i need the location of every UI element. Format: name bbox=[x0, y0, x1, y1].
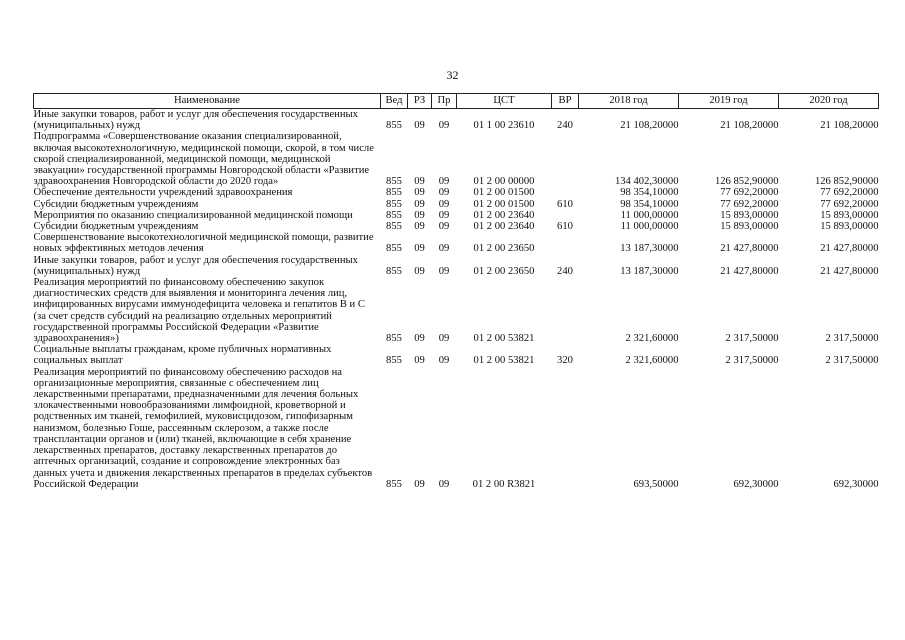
row-rz: 09 bbox=[414, 355, 425, 367]
row-rz: 09 bbox=[414, 333, 425, 345]
row-cst: 01 2 00 23650 bbox=[473, 243, 535, 255]
page-number: 32 bbox=[446, 68, 459, 82]
row-cst: 01 2 00 53821 bbox=[473, 355, 535, 367]
row-amount-2020: 2 317,50000 bbox=[825, 333, 879, 345]
row-amount-2019: 21 427,80000 bbox=[720, 243, 779, 255]
row-rz: 09 bbox=[414, 265, 425, 277]
row-pr: 09 bbox=[438, 221, 450, 233]
header-2020: 2020 год bbox=[779, 94, 879, 109]
table-row bbox=[34, 344, 879, 366]
row-name: Обеспечение деятельности учреждений здравоохранения bbox=[33, 187, 293, 199]
row-cst: 01 1 00 23610 bbox=[473, 120, 535, 132]
table-row bbox=[34, 199, 879, 210]
table-row bbox=[34, 109, 879, 132]
table-body bbox=[34, 109, 879, 490]
header-2018: 2018 год bbox=[579, 94, 679, 109]
row-pr: 09 bbox=[438, 187, 450, 199]
row-rz: 09 bbox=[414, 221, 425, 233]
row-amount-2019: 21 427,80000 bbox=[720, 265, 779, 277]
header-name: Наименование bbox=[34, 94, 381, 109]
row-amount-2020: 77 692,20000 bbox=[820, 198, 879, 210]
row-ved: 855 bbox=[386, 176, 402, 188]
budget-table bbox=[33, 93, 879, 490]
row-ved: 855 bbox=[386, 478, 402, 490]
row-name: Подпрограмма «Совершенствование оказания специализированной, включая высокотехнологичную, медицинской помощи, скорой, в том числе скорой специализированной, медицинской помощи, медицинской эвакуации» государственной программы Новгородской области «Развитие здравоохранения Новгородской области до 2020 года» bbox=[33, 131, 374, 188]
row-rz: 09 bbox=[414, 243, 425, 255]
row-ved: 855 bbox=[386, 243, 402, 255]
header-2019: 2019 год bbox=[679, 94, 779, 109]
row-amount-2018: 134 402,30000 bbox=[614, 176, 679, 188]
row-amount-2020: 21 427,80000 bbox=[820, 243, 879, 255]
row-amount-2019: 2 317,50000 bbox=[725, 333, 779, 345]
row-name: Субсидии бюджетным учреждениям bbox=[33, 198, 199, 210]
table-row bbox=[34, 255, 879, 277]
header-vr: ВР bbox=[552, 94, 579, 109]
row-rz: 09 bbox=[414, 187, 425, 199]
header-cst: ЦСТ bbox=[457, 94, 552, 109]
row-name: Мероприятия по оказанию специализированной медицинской помощи bbox=[33, 209, 353, 221]
row-cst: 01 2 00 53821 bbox=[473, 333, 535, 345]
table-header-row bbox=[34, 94, 879, 109]
row-amount-2018: 13 187,30000 bbox=[620, 243, 679, 255]
row-name: Иные закупки товаров, работ и услуг для обеспечения государственных (муниципальных) нужд bbox=[33, 254, 358, 277]
row-cst: 01 2 00 00000 bbox=[473, 176, 535, 188]
row-amount-2018: 98 354,10000 bbox=[620, 187, 679, 199]
row-rz: 09 bbox=[414, 209, 425, 221]
header-pr: Пр bbox=[432, 94, 457, 109]
row-amount-2019: 2 317,50000 bbox=[725, 355, 779, 367]
row-amount-2019: 15 893,00000 bbox=[720, 221, 779, 233]
row-cst: 01 2 00 R3821 bbox=[472, 478, 536, 490]
row-cst: 01 2 00 23650 bbox=[473, 265, 535, 277]
row-cst: 01 2 00 01500 bbox=[473, 187, 535, 199]
table-row bbox=[34, 210, 879, 221]
row-ved: 855 bbox=[386, 198, 402, 210]
row-name: Реализация мероприятий по финансовому обеспечению закупок диагностических средств для выявления и мониторинга лечения лиц, инфицированных вирусами иммунодефицита человека и гепатитов В и С (за счет средств субсидий на реализацию отдельных мероприятий государственной программы Российской Федерации «Развитие здравоохранения») bbox=[33, 277, 365, 345]
row-amount-2019: 15 893,00000 bbox=[720, 209, 779, 221]
row-pr: 09 bbox=[438, 120, 450, 132]
row-amount-2018: 13 187,30000 bbox=[620, 265, 679, 277]
row-vr: 320 bbox=[557, 355, 573, 367]
row-amount-2019: 77 692,20000 bbox=[720, 187, 779, 199]
row-vr: 610 bbox=[557, 221, 573, 233]
row-vr bbox=[552, 210, 579, 221]
row-amount-2018: 98 354,10000 bbox=[620, 198, 679, 210]
row-amount-2018: 11 000,00000 bbox=[620, 209, 679, 221]
row-vr bbox=[552, 232, 579, 254]
row-amount-2018: 11 000,00000 bbox=[620, 221, 679, 233]
row-amount-2020: 15 893,00000 bbox=[820, 209, 879, 221]
table-row bbox=[34, 232, 879, 254]
row-cst: 01 2 00 23640 bbox=[473, 221, 535, 233]
table-row bbox=[34, 131, 879, 187]
row-pr: 09 bbox=[438, 198, 450, 210]
row-pr: 09 bbox=[438, 333, 450, 345]
row-ved: 855 bbox=[386, 265, 402, 277]
row-amount-2020: 15 893,00000 bbox=[820, 221, 879, 233]
row-vr: 610 bbox=[557, 198, 573, 210]
row-ved: 855 bbox=[386, 333, 402, 345]
row-vr bbox=[552, 367, 579, 490]
row-amount-2019: 21 108,20000 bbox=[720, 120, 779, 132]
row-amount-2020: 21 108,20000 bbox=[820, 120, 879, 132]
table-row bbox=[34, 221, 879, 232]
row-cst: 01 2 00 23640 bbox=[473, 209, 535, 221]
row-amount-2020: 21 427,80000 bbox=[820, 265, 879, 277]
row-name: Совершенствование высокотехнологичной медицинской помощи, развитие новых эффективных методов лечения bbox=[33, 232, 374, 255]
row-vr bbox=[552, 187, 579, 198]
table-row bbox=[34, 277, 879, 344]
row-vr bbox=[552, 131, 579, 187]
row-rz: 09 bbox=[414, 120, 425, 132]
row-pr: 09 bbox=[438, 243, 450, 255]
row-ved: 855 bbox=[386, 120, 402, 132]
row-amount-2020: 692,30000 bbox=[833, 478, 879, 490]
row-name: Иные закупки товаров, работ и услуг для обеспечения государственных (муниципальных) нужд bbox=[33, 109, 358, 132]
row-ved: 855 bbox=[386, 221, 402, 233]
row-amount-2020: 126 852,90000 bbox=[814, 176, 879, 188]
row-amount-2019: 126 852,90000 bbox=[714, 176, 779, 188]
row-amount-2020: 77 692,20000 bbox=[820, 187, 879, 199]
row-amount-2018: 2 321,60000 bbox=[625, 355, 679, 367]
table-row bbox=[34, 367, 879, 490]
row-name: Социальные выплаты гражданам, кроме публичных нормативных социальных выплат bbox=[33, 344, 332, 367]
row-vr: 240 bbox=[557, 120, 573, 132]
row-ved: 855 bbox=[386, 355, 402, 367]
row-ved: 855 bbox=[386, 209, 402, 221]
row-rz: 09 bbox=[414, 176, 425, 188]
row-amount-2018: 2 321,60000 bbox=[625, 333, 679, 345]
row-vr bbox=[552, 277, 579, 344]
row-pr: 09 bbox=[438, 355, 450, 367]
table-row bbox=[34, 187, 879, 198]
row-rz: 09 bbox=[414, 198, 425, 210]
row-amount-2018: 693,50000 bbox=[633, 478, 679, 490]
row-name: Реализация мероприятий по финансовому обеспечению расходов на организационные мероприятия, связанные с обеспечением лиц лекарственными препаратами, предназначенными для лечения больных злокачественными новообразованиями лимфоидной, кроветворной и родственных им тканей, гемофилией, муковисцидозом, гипофизарным нанизмом, болезнью Гоше, рассеянным склерозом, а также после трансплантации органов и (или) тканей, включающие в себя хранение лекарственных препаратов, доставку лекарственных препаратов до аптечных организаций, создание и сопровождение электронных баз данных учета и движения лекарственных препаратов в пределах субъектов Российской Федерации bbox=[33, 366, 373, 490]
row-cst: 01 2 00 01500 bbox=[473, 198, 535, 210]
row-amount-2020: 2 317,50000 bbox=[825, 355, 879, 367]
row-amount-2019: 692,30000 bbox=[733, 478, 779, 490]
row-pr: 09 bbox=[438, 209, 450, 221]
header-ved: Вед bbox=[381, 94, 408, 109]
row-amount-2019: 77 692,20000 bbox=[720, 198, 779, 210]
row-rz: 09 bbox=[414, 478, 425, 490]
row-vr: 240 bbox=[557, 265, 573, 277]
row-ved: 855 bbox=[386, 187, 402, 199]
row-pr: 09 bbox=[438, 265, 450, 277]
header-rz: РЗ bbox=[408, 94, 432, 109]
row-pr: 09 bbox=[438, 176, 450, 188]
row-pr: 09 bbox=[438, 478, 450, 490]
row-name: Субсидии бюджетным учреждениям bbox=[33, 221, 199, 233]
row-amount-2018: 21 108,20000 bbox=[620, 120, 679, 132]
